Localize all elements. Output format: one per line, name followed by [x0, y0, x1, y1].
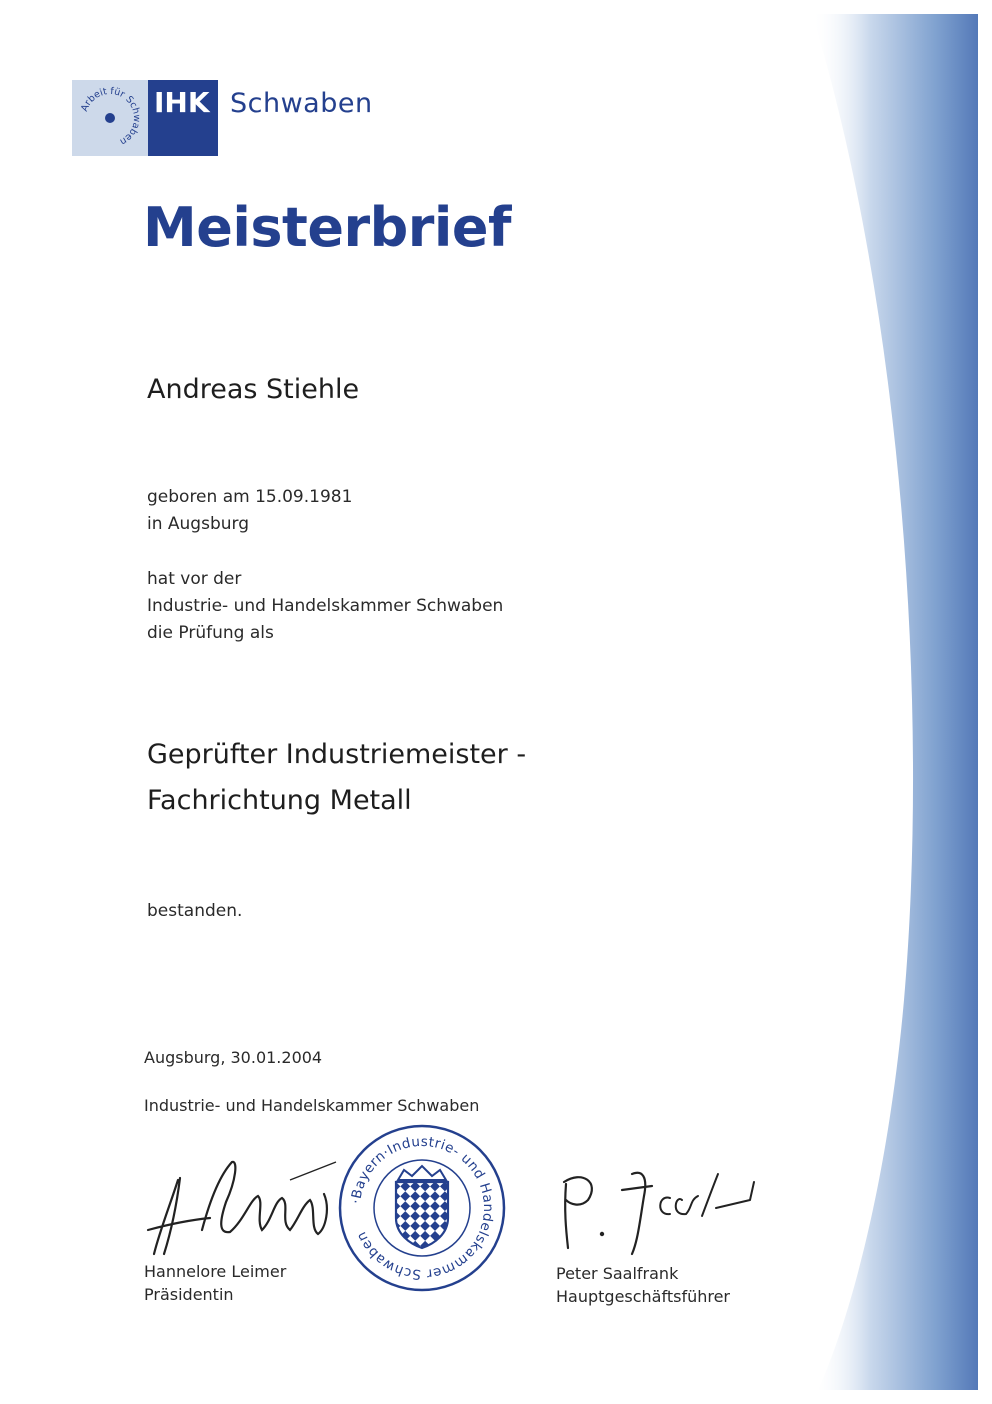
birth-date-line: geboren am 15.09.1981: [147, 487, 353, 507]
statement-line-3: die Prüfung als: [147, 623, 274, 643]
birth-info: [147, 484, 352, 538]
qualification-line-2: Fachrichtung Metall: [147, 785, 412, 816]
signatory-1-role: Präsidentin: [144, 1285, 234, 1304]
official-seal: [336, 1122, 508, 1294]
signatory-1: [144, 1260, 286, 1306]
logo-ihk-text: IHK: [154, 86, 210, 119]
logo-seal: [72, 80, 148, 156]
logo-seal-text: Arbeit für Schwaben: [79, 85, 143, 148]
qualification-line-1: Geprüfter Industriemeister -: [147, 739, 527, 770]
seal-ring-text: ·Bayern·Industrie- und Handelskammer Schwaben: [348, 1133, 497, 1283]
ihk-logo: [72, 80, 374, 156]
logo-region-text: Schwaben: [230, 88, 373, 119]
qualification-title: [147, 732, 526, 824]
place-date: Augsburg, 30.01.2004: [144, 1048, 323, 1067]
result-text: bestanden.: [147, 901, 243, 921]
signatory-2-name: Peter Saalfrank: [556, 1264, 679, 1283]
statement-line-1: hat vor der: [147, 569, 242, 589]
signature-president: [140, 1150, 340, 1260]
statement-block: [147, 566, 503, 647]
signatory-2: [556, 1262, 730, 1308]
arbeit-fuer-schwaben-seal-icon: [72, 80, 148, 156]
statement-line-2: Industrie- und Handelskammer Schwaben: [147, 596, 504, 616]
signatory-1-name: Hannelore Leimer: [144, 1262, 287, 1281]
certificate-title: Meisterbrief: [143, 196, 511, 259]
holder-name: Andreas Stiehle: [147, 374, 360, 405]
issuer-line: Industrie- und Handelskammer Schwaben: [144, 1096, 480, 1115]
signatory-2-role: Hauptgeschäftsführer: [556, 1287, 731, 1306]
signature-managing-director: [552, 1160, 772, 1270]
birthplace-line: in Augsburg: [147, 514, 249, 534]
